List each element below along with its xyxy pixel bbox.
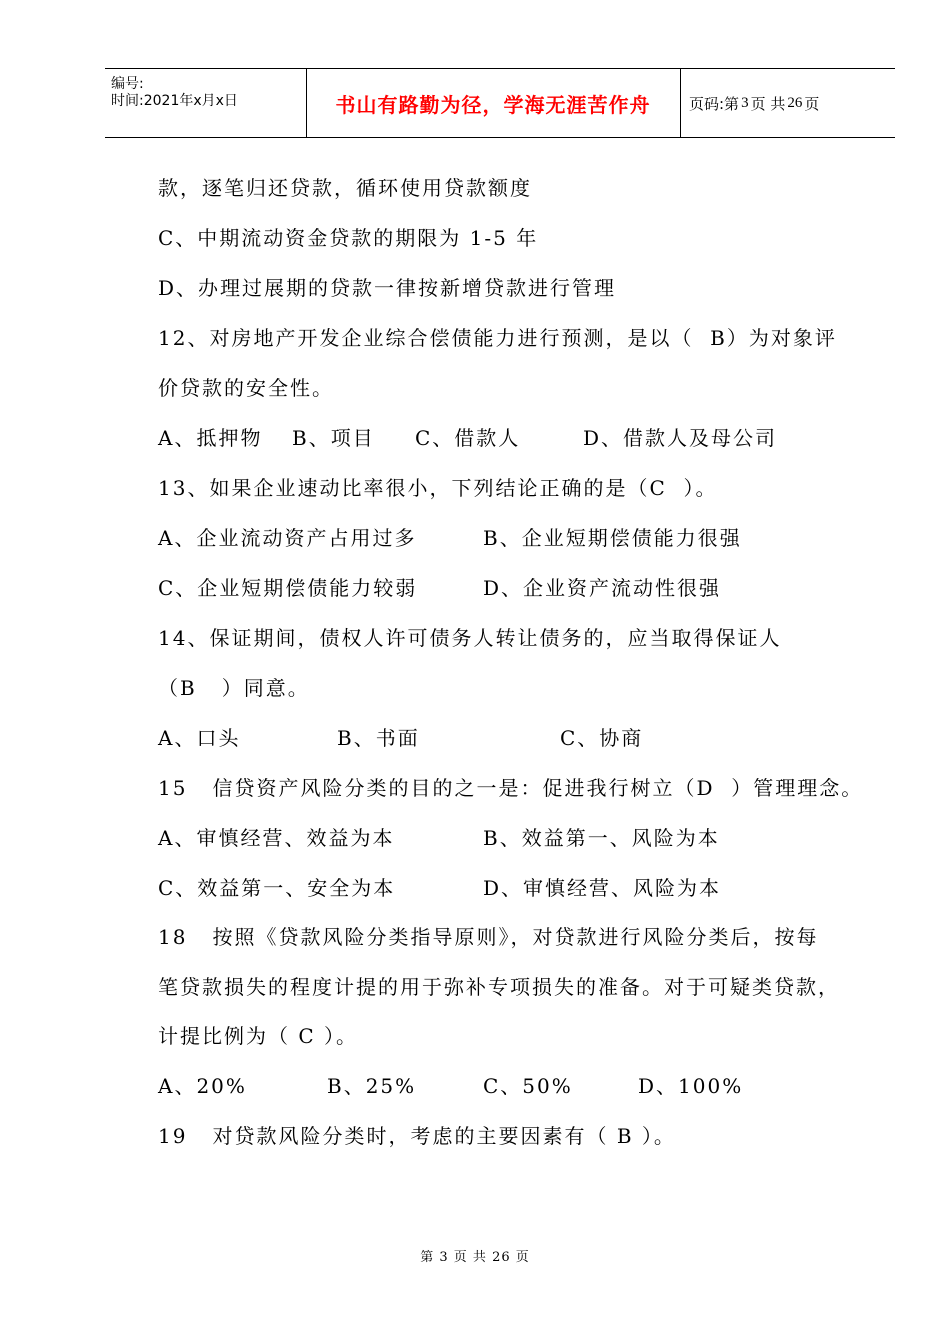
option-a: A、抵押物 bbox=[158, 426, 263, 450]
page-suffix: 页 bbox=[804, 94, 820, 113]
option-d: D、100% bbox=[638, 1074, 744, 1098]
page-footer bbox=[0, 1246, 950, 1265]
question-19: 19 对贷款风险分类时，考虑的主要因素有（ B ）。 bbox=[158, 1124, 676, 1148]
text-line: 计提比例为（ C ）。 bbox=[158, 1024, 359, 1048]
footer-total: 26 bbox=[492, 1250, 511, 1265]
date-label: 时间:2021年x月x日 bbox=[111, 93, 238, 109]
option-c: C、50% bbox=[483, 1074, 573, 1098]
question-14: 14、保证期间，债权人许可债务人转让债务的，应当取得保证人 bbox=[158, 626, 782, 650]
text-line: 价贷款的安全性。 bbox=[158, 376, 334, 400]
option-c: C、企业短期偿债能力较弱 bbox=[158, 576, 418, 600]
footer-suffix: 页 bbox=[515, 1250, 530, 1265]
option-a: A、审慎经营、效益为本 bbox=[158, 826, 395, 850]
document-header bbox=[105, 68, 895, 138]
question-15: 15 信贷资产风险分类的目的之一是：促进我行树立（D ）管理理念。 bbox=[158, 776, 864, 800]
question-12: 12、对房地产开发企业综合偿债能力进行预测，是以（ B）为对象评 bbox=[158, 326, 837, 350]
text-line: 款，逐笔归还贷款，循环使用贷款额度 bbox=[158, 176, 532, 200]
option-b: B、25% bbox=[327, 1074, 417, 1098]
option-d: D、借款人及母公司 bbox=[583, 426, 778, 450]
option-c: C、协商 bbox=[560, 726, 644, 750]
header-motto-cell bbox=[306, 69, 681, 137]
footer-current: 3 bbox=[439, 1250, 449, 1265]
question-13: 13、如果企业速动比率很小，下列结论正确的是（C ）。 bbox=[158, 476, 718, 500]
header-meta-cell bbox=[105, 69, 307, 137]
option-b: B、项目 bbox=[292, 426, 375, 450]
option-a: A、企业流动资产占用过多 bbox=[158, 526, 417, 550]
page-prefix: 页码:第 bbox=[689, 94, 740, 113]
option-d: D、企业资产流动性很强 bbox=[483, 576, 722, 600]
page-current: 3 bbox=[741, 94, 749, 111]
option-b: B、企业短期偿债能力很强 bbox=[483, 526, 742, 550]
option-a: A、口头 bbox=[158, 726, 241, 750]
option-c: C、借款人 bbox=[415, 426, 521, 450]
motto-text: 书山有路勤为径，学海无涯苦作舟 bbox=[335, 92, 651, 117]
text-line: C、中期流动资金贷款的期限为 1-5 年 bbox=[158, 226, 539, 250]
option-b: B、书面 bbox=[337, 726, 420, 750]
option-b: B、效益第一、风险为本 bbox=[483, 826, 720, 850]
question-18: 18 按照《贷款风险分类指导原则》，对贷款进行风险分类后，按每 bbox=[158, 925, 819, 949]
code-label: 编号: bbox=[111, 76, 144, 92]
page-mid: 页 共 bbox=[750, 94, 786, 113]
text-line: 笔贷款损失的程度计提的用于弥补专项损失的准备。对于可疑类贷款， bbox=[158, 975, 840, 999]
header-page-cell bbox=[681, 69, 895, 137]
option-a: A、20% bbox=[158, 1074, 247, 1098]
text-line: D、办理过展期的贷款一律按新增贷款进行管理 bbox=[158, 276, 617, 300]
option-c: C、效益第一、安全为本 bbox=[158, 876, 396, 900]
page-total: 26 bbox=[787, 94, 803, 111]
footer-prefix: 第 bbox=[420, 1250, 435, 1265]
option-d: D、审慎经营、风险为本 bbox=[483, 876, 722, 900]
text-line: （B ）同意。 bbox=[158, 676, 310, 700]
footer-mid: 页 共 bbox=[453, 1250, 487, 1265]
